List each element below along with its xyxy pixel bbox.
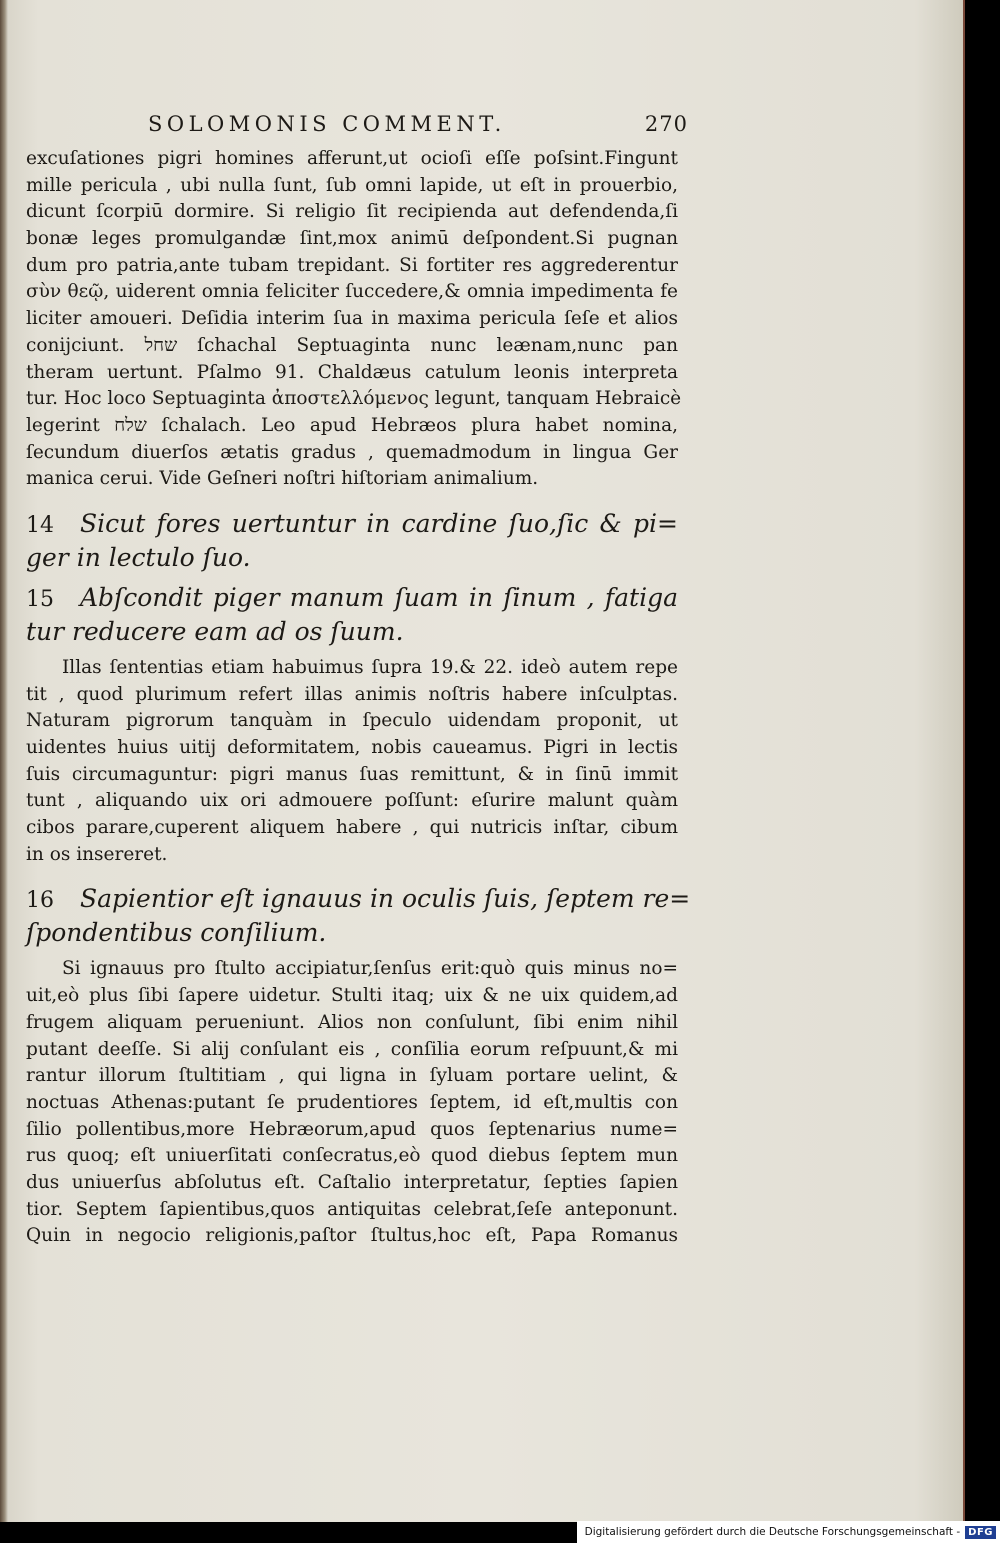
page-number: 270 (644, 112, 688, 136)
text-line: rantur illorum ſtultitiam , qui ligna in ſyluam portare uelint, & (26, 1065, 678, 1087)
text-line: tit , quod plurimum refert illas animis noſtris habere inſculptas. (26, 683, 678, 705)
text-line: tur. Hoc loco Septuaginta ἀποστελλόμενος legunt, tanquam Hebraicè (26, 388, 682, 410)
verse-15 (26, 581, 678, 649)
text-line: uidentes huius uitij deformitatem, nobis caueamus. Pigri in lectis (26, 737, 678, 758)
verse-14 (26, 507, 678, 575)
dfg-logo: DFG (965, 1526, 996, 1539)
commentary-paragraph-3 (26, 956, 678, 1250)
text-line: frugem aliquam perueniunt. Alios non conſulunt, ſibi enim nihil (26, 1011, 678, 1033)
text-line: bonæ leges promulgandæ ſint,mox animū deſpondent.Si pugnan (26, 228, 678, 250)
commentary-paragraph-1 (26, 146, 682, 493)
text-line: Naturam pigrorum tanquàm in ſpeculo uidendam proponit, ut (26, 710, 678, 732)
verse-line: Abſcondit piger manum ſuam in ſinum , fatiga (80, 582, 678, 612)
running-head (148, 112, 688, 142)
text-line: uit,eò plus ſibi ſapere uidetur. Stulti itaq; uix & ne uix quidem,ad (26, 985, 678, 1007)
verse-line: Sapientior eſt ignauus in oculis ſuis, ſeptem re= (80, 884, 691, 914)
text-line: noctuas Athenas:putant ſe prudentiores ſeptem, id eſt,multis con (26, 1091, 678, 1113)
text-line: ſuis circumaguntur: pigri manus ſuas remittunt, & in ſinū immit (26, 763, 678, 785)
text-line: dum pro patria,ante tubam trepidant. Si fortiter res aggrederentur (26, 254, 678, 276)
verse-line: ſpondentibus conſilium. (26, 918, 327, 948)
text-line: dicunt ſcorpiū dormire. Si religio ſit recipienda aut defendenda,ſi (26, 201, 678, 223)
text-line: dus uniuerſus abſolutus eſt. Caſtalio interpretatur, ſepties ſapien (26, 1171, 678, 1193)
digitization-credit-banner (577, 1521, 1000, 1543)
verse-line: Sicut fores uertuntur in cardine ſuo,ſic & pi= (80, 508, 678, 538)
text-line: σὺν θεῷ, uiderent omnia feliciter ſuccedere,& omnia impedimenta fe (26, 281, 678, 303)
text-line: ſilio pollentibus,more Hebræorum,apud quos ſeptenarius nume= (26, 1118, 678, 1140)
verse-line: ger in lectulo ſuo. (26, 542, 251, 572)
running-title: SOLOMONIS COMMENT. (148, 112, 506, 136)
text-line: legerint שלח ſchalach. Leo apud Hebræos plura habet nomina, (26, 414, 678, 436)
text-block (26, 146, 691, 1250)
verse-number: 15 (26, 586, 54, 612)
text-line: Si ignauus pro ſtulto accipiatur,ſenſus erit:quò quis minus no= (62, 958, 678, 980)
text-line: theram uertunt. Pſalmo 91. Chaldæus catulum leonis interpreta (26, 361, 678, 383)
commentary-paragraph-2 (26, 655, 678, 869)
text-line: in os insereret. (26, 843, 168, 865)
verse-number: 16 (26, 888, 54, 914)
digitization-credit-text: Digitalisierung gefördert durch die Deutsche Forschungsgemeinschaft - (584, 1526, 961, 1538)
text-line: Illas ſententias etiam habuimus ſupra 19.& 22. ideò autem repe (62, 656, 678, 678)
text-line: putant deeſſe. Si alij conſulant eis , conſilia eorum reſpuunt,& mi (26, 1038, 678, 1060)
verse-line: tur reducere eam ad os ſuum. (26, 616, 404, 646)
page-spine-edge (0, 0, 8, 1522)
text-line: rus quoq; eſt uniuerſitati conſecratus,eò quod diebus ſeptem mun (26, 1145, 678, 1167)
text-line: ſecundum diuerſos ætatis gradus , quemadmodum in lingua Ger (26, 441, 678, 463)
verse-number: 14 (26, 512, 54, 538)
text-line: tior. Septem ſapientibus,quos antiquitas celebrat,ſeſe anteponunt. (26, 1198, 678, 1220)
text-line: excuſationes pigri homines afferunt,ut ocioſi eſſe poſsint.Fingunt (26, 148, 678, 169)
verse-16 (26, 882, 691, 950)
text-line: cibos parare,cuperent aliquem habere , qui nutricis inſtar, cibum (26, 817, 678, 839)
text-line: liciter amoueri. Deſidia interim ſua in maxima pericula ſeſe et alios (26, 308, 678, 330)
text-line: tunt , aliquando uix ori admouere poſſunt: eſurire malunt quàm (26, 790, 678, 812)
text-line: manica cerui. Vide Geſneri noſtri hiſtoriam animalium. (26, 468, 539, 490)
text-line: Quin in negocio religionis,paſtor ſtultus,hoc eſt, Papa Romanus (26, 1225, 678, 1247)
text-line: conijciunt. שחל ſchachal Septuaginta nunc leænam,nunc pan (26, 334, 678, 356)
text-line: mille pericula , ubi nulla ſunt, ſub omni lapide, ut eſt in prouerbio, (26, 174, 678, 196)
